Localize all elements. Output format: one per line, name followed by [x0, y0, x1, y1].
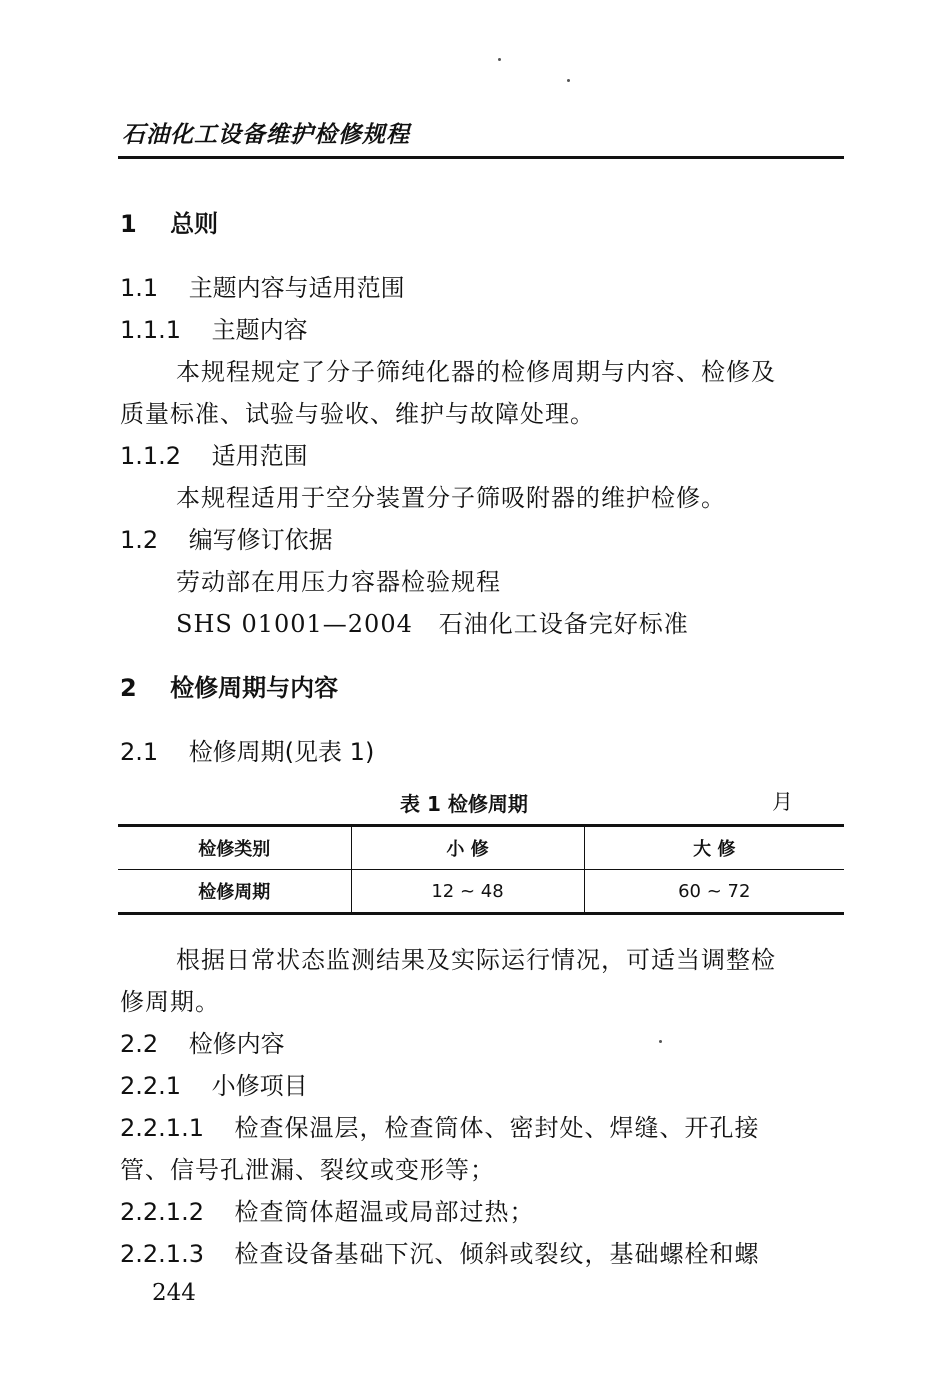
scan-speck	[659, 1040, 662, 1043]
section-2-1-heading	[120, 732, 374, 767]
section-1-1-heading	[120, 268, 405, 303]
section-title: 小修项目	[211, 1072, 308, 1100]
item-number: 2.2.1.1	[120, 1114, 204, 1142]
table-header-row	[118, 826, 844, 870]
header-rule	[118, 156, 844, 159]
section-number: 1.1.1	[120, 316, 182, 344]
item-text: 检查筒体超温或局部过热；	[234, 1198, 535, 1226]
item-number: 2.2.1.2	[120, 1198, 204, 1226]
item-text: 检查保温层，检查筒体、密封处、焊缝、开孔接	[234, 1114, 760, 1142]
item-2-2-1-3	[120, 1234, 759, 1269]
reference-2	[176, 604, 689, 639]
table-cell: 检修周期	[198, 882, 271, 903]
section-title: 适用范围	[211, 442, 308, 470]
paragraph-line: 本规程适用于空分装置分子筛吸附器的维护检修。	[176, 484, 726, 512]
section-2-2-heading	[120, 1024, 285, 1059]
section-title: 主题内容与适用范围	[188, 274, 405, 302]
table-row	[118, 870, 844, 914]
section-number: 2.1	[120, 738, 159, 766]
section-1-1-1-heading	[120, 310, 308, 345]
scan-speck	[498, 58, 501, 61]
page-number: 244	[152, 1280, 196, 1306]
section-number: 2.2.1	[120, 1072, 182, 1100]
item-number: 2.2.1.3	[120, 1240, 204, 1268]
paragraph-line: 本规程规定了分子筛纯化器的检修周期与内容、检修及	[176, 358, 776, 386]
item-2-2-1-1	[120, 1108, 759, 1143]
item-text: 检查设备基础下沉、倾斜或裂纹，基础螺栓和螺	[234, 1240, 760, 1268]
section-number: 2	[120, 674, 137, 702]
table-cell: 60 ~ 72	[584, 870, 844, 914]
table-header-cell: 小 修	[351, 826, 584, 870]
section-2-heading	[120, 668, 338, 703]
table-cell: 12 ~ 48	[351, 870, 584, 914]
section-number: 1.2	[120, 526, 159, 554]
section-number: 1.1	[120, 274, 159, 302]
section-2-2-1-heading	[120, 1066, 308, 1101]
standard-code: SHS 01001—2004	[176, 610, 413, 638]
section-title: 检修周期(见表 1)	[188, 738, 375, 766]
section-1-heading	[120, 204, 218, 239]
scan-speck	[567, 79, 570, 82]
table-header-cell: 大 修	[584, 826, 844, 870]
table-header-cell: 检修类别	[118, 826, 351, 870]
paragraph-line: 管、信号孔泄漏、裂纹或变形等；	[120, 1156, 495, 1184]
section-number: 1	[120, 210, 137, 238]
reference-1: 劳动部在用压力容器检验规程	[176, 568, 501, 596]
table-unit: 月	[772, 790, 793, 814]
item-2-2-1-2	[120, 1192, 534, 1227]
section-title: 总则	[170, 210, 219, 238]
maintenance-cycle-table	[118, 824, 844, 915]
running-head: 石油化工设备维护检修规程	[122, 121, 410, 148]
section-title: 编写修订依据	[188, 526, 333, 554]
section-title: 检修周期与内容	[170, 674, 339, 702]
section-title: 检修内容	[188, 1030, 285, 1058]
paragraph-line: 修周期。	[120, 988, 220, 1016]
table-title: 表 1 检修周期	[400, 792, 528, 816]
section-title: 主题内容	[211, 316, 308, 344]
paragraph-line: 质量标准、试验与验收、维护与故障处理。	[120, 400, 595, 428]
section-1-1-2-heading	[120, 436, 308, 471]
section-number: 1.1.2	[120, 442, 182, 470]
section-1-2-heading	[120, 520, 333, 555]
standard-title: 石油化工设备完好标准	[438, 610, 689, 638]
paragraph-line: 根据日常状态监测结果及实际运行情况，可适当调整检	[176, 946, 776, 974]
section-number: 2.2	[120, 1030, 159, 1058]
